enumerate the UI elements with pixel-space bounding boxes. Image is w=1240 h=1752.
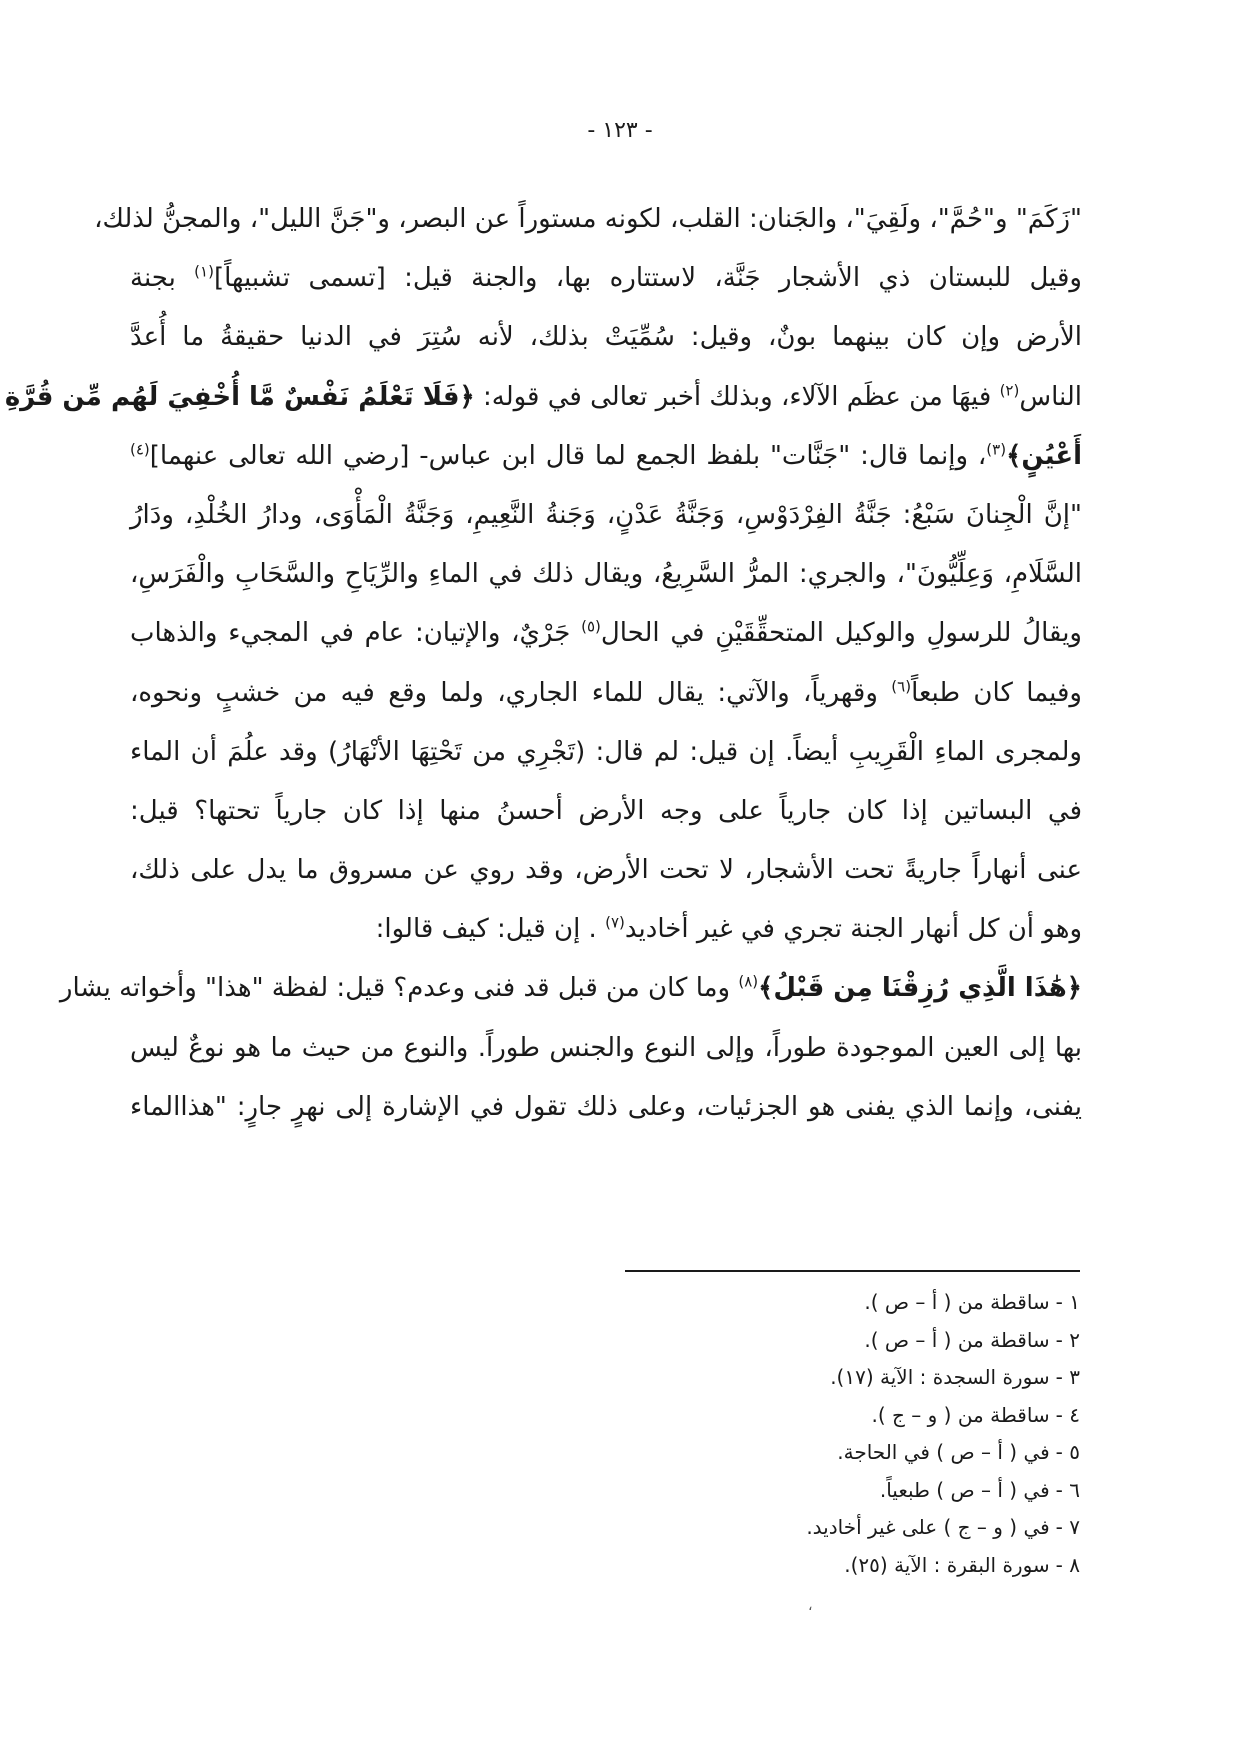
body-text-segment: بجنة <box>130 263 195 294</box>
body-line <box>130 900 1082 959</box>
footnote-ref: (٤) <box>130 440 150 459</box>
footnote-number: ١ - <box>1055 1290 1080 1314</box>
body-line <box>130 486 1082 545</box>
main-body-text <box>4 190 1082 1137</box>
page-number: - ١٢٣ - <box>587 118 653 143</box>
body-text-segment: جَرْيٌ، والإتيان: عام في المجيء والذهاب <box>130 618 582 649</box>
body-text-segment: ويقالُ للرسولِ والوكيل المتحقِّقَيْنِ في الحال <box>600 618 1082 649</box>
footnote-number: ٣ - <box>1055 1365 1080 1389</box>
footnote-ref: (٣) <box>986 440 1007 459</box>
body-text-segment: في البساتين إذا كان جارياً على وجه الأرض أحسنُ منها إذا كان جارياً تحتها؟ قيل: <box>130 795 1082 826</box>
footnote-item <box>600 1397 1080 1435</box>
quran-verse: ﴿هَٰذَا الَّذِي رُزِقْنَا مِن قَبْلُ﴾ <box>758 973 1082 1004</box>
body-line <box>59 959 1082 1018</box>
footnote-number: ٦ - <box>1055 1477 1080 1502</box>
body-line <box>4 368 1082 427</box>
footnote-item <box>600 1359 1080 1397</box>
body-text-segment: وفيما كان طبعاً <box>911 677 1082 708</box>
footnote-item <box>600 1547 1080 1585</box>
body-line <box>130 545 1082 604</box>
quran-verse: ﴿فَلَا تَعْلَمُ نَفْسٌ مَّا أُخْفِيَ لَهُم مِّن قُرَّةِ <box>4 381 475 412</box>
footnote-number: ٨ - <box>1055 1552 1080 1577</box>
footnote-text: ساقطة من ( أ – ص ). <box>864 1327 1050 1352</box>
body-line <box>130 604 1082 663</box>
footnote-number: ٢ - <box>1055 1327 1080 1352</box>
footnote-number: ٥ - <box>1055 1440 1080 1464</box>
footnote-item <box>600 1322 1080 1360</box>
footnote-text: ساقطة من ( أ – ص ). <box>864 1290 1050 1314</box>
footnote-divider <box>625 1270 1080 1272</box>
body-text-segment: ، وإنما قال: "جَنَّات" بلفظ الجمع لما قال ابن عباس- [رضي الله تعالى عنهما] <box>149 440 987 471</box>
body-text-segment: وهو أن كل أنهار الجنة تجري في غير أخاديد <box>624 914 1082 945</box>
body-line <box>130 249 1082 308</box>
footnote-ref: (٢) <box>999 380 1020 399</box>
body-text-segment: السَّلَامِ، وَعِلِّيُّونَ"، والجري: المرُّ السَّرِيعُ، ويقال ذلك في الماءِ والرِّيَاحِ والسَّحَابِ والْفَرَسِ، <box>130 559 1082 590</box>
body-text-segment: "زَكَمَ" و"حُمَّ"، ولَقِيَ"، والجَنان: القلب، لكونه مستوراً عن البصر، و"جَنَّ الليل"، والمجنُّ لذلك، <box>94 204 1082 234</box>
footnote-item <box>600 1284 1080 1322</box>
body-text-segment: ولمجرى الماءِ الْقَرِيبِ أيضاً. إن قيل: لم قال: (تَجْرِي من تَحْتِهَا الأنْهَارُ) وقد علُمَ أن الماء <box>130 736 1082 767</box>
body-text-segment: الناس <box>1019 381 1082 412</box>
body-line <box>130 1078 1082 1137</box>
quran-verse: أَعْيُنٍ﴾ <box>1006 440 1082 471</box>
footnote-ref: (٦) <box>891 676 912 695</box>
footnote-ref: (١) <box>194 262 214 281</box>
body-text-segment: وقيل للبستان ذي الأشجار جَنَّة، لاستتاره بها، والجنة قيل: [تسمى تشبيهاً] <box>213 263 1082 294</box>
footnote-text: سورة البقرة : الآية (٢٥). <box>844 1552 1050 1577</box>
footnote-text: في ( أ – ص ) في الحاجة. <box>837 1440 1050 1464</box>
body-text-segment: يفنى، وإنما الذي يفنى هو الجزئيات، وعلى ذلك تقول في الإشارة إلى نهرٍ جارٍ: "هذاالماء <box>130 1091 1082 1122</box>
footnote-text: سورة السجدة : الآية (١٧). <box>830 1365 1050 1389</box>
body-text-segment: فيهَا من عظَم الآلاء، وبذلك أخبر تعالى في قوله: <box>474 381 1000 412</box>
body-line <box>130 723 1082 782</box>
body-text-segment: . إن قيل: كيف قالوا: <box>375 914 606 945</box>
body-text-segment: وما كان من قبل قد فنى وعدم؟ قيل: لفظة "هذا" وأخواته يشار <box>59 973 739 1004</box>
body-text-segment: بها إلى العين الموجودة طوراً، وإلى النوع والجنس طوراً. والنوع من حيث ما هو نوعٌ ليس <box>130 1032 1082 1063</box>
body-line <box>130 841 1082 900</box>
body-line <box>130 1019 1082 1078</box>
footnote-text: في ( و – ج ) على غير أخاديد. <box>806 1515 1050 1539</box>
body-line <box>130 664 1082 723</box>
footnote-number: ٤ - <box>1055 1402 1080 1427</box>
footnote-ref: (٨) <box>738 972 759 991</box>
body-text-segment: "إنَّ الْجِنانَ سَبْعُ: جَنَّةُ الفِرْدَوْسِ، وَجَنَّةُ عَدْنٍ، وَجَنةُ النَّعِيمِ، وَجَنَّةُ الْمَأْوَى، ودارُ الخُلْدِ، ودَارُ <box>130 499 1082 530</box>
footnote-item <box>600 1509 1080 1547</box>
body-text-segment: عنى أنهاراً جاريةً تحت الأشجار، لا تحت الأرض، وقد روي عن مسروق ما يدل على ذلك، <box>130 855 1082 886</box>
body-line <box>94 190 1082 249</box>
footnotes-list <box>600 1284 1080 1584</box>
footnote-ref: (٥) <box>581 617 601 636</box>
body-line <box>130 427 1082 486</box>
footnote-ref: (٧) <box>605 913 625 932</box>
footnote-text: في ( أ – ص ) طبعياً. <box>879 1477 1050 1502</box>
body-text-segment: وقهرياً، والآتي: يقال للماء الجاري، ولما وقع فيه من خشبٍ ونحوه، <box>130 677 892 708</box>
footnote-text: ساقطة من ( و – ج ). <box>871 1402 1050 1427</box>
body-line <box>130 782 1082 841</box>
body-line <box>130 308 1082 367</box>
stray-mark: ، <box>808 1598 813 1614</box>
body-text-segment: الأرض وإن كان بينهما بونٌ، وقيل: سُمِّيَتْ بذلك، لأنه سُتِرَ في الدنيا حقيقةُ ما أُعدَّ <box>130 322 1082 353</box>
footnote-number: ٧ - <box>1055 1515 1080 1539</box>
footnote-item <box>600 1472 1080 1510</box>
footnote-item <box>600 1434 1080 1472</box>
